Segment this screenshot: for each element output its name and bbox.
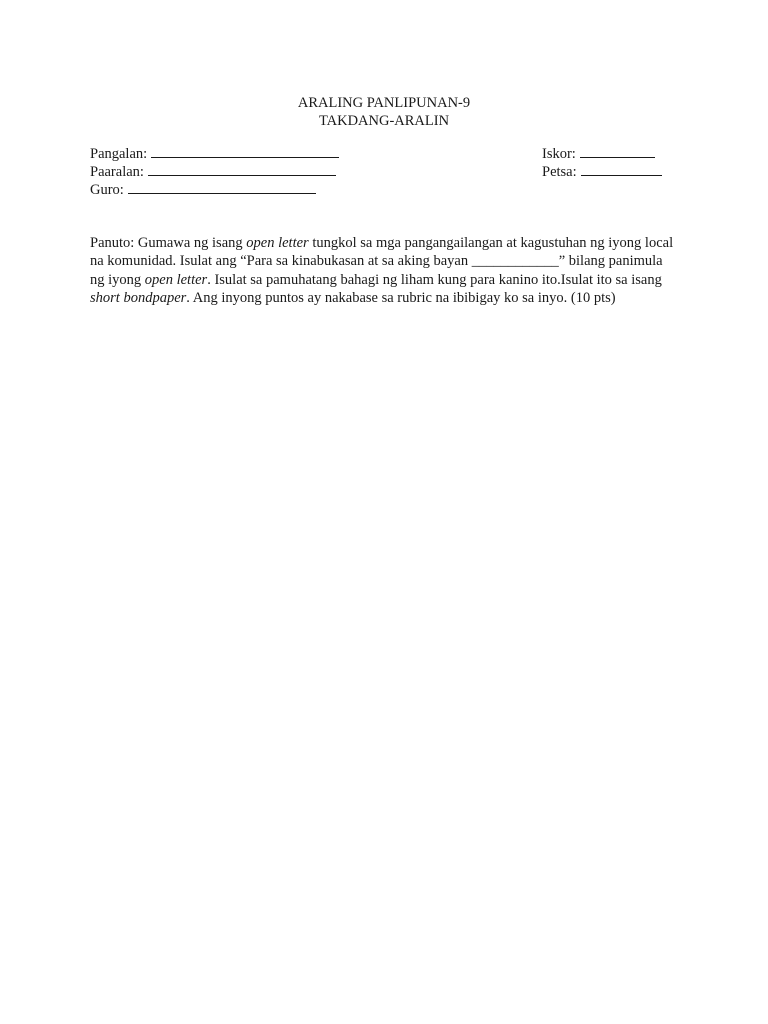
school-label: Paaralan: [90,164,144,180]
teacher-blank[interactable] [128,181,316,194]
score-blank[interactable] [580,145,655,158]
school-field [90,163,336,181]
name-blank[interactable] [151,145,339,158]
teacher-field [90,181,316,199]
title-block [0,94,768,130]
assignment-title: TAKDANG-ARALIN [318,113,450,129]
instructions-emphasis-3: short bondpaper [90,289,187,306]
instructions-emphasis-2: open letter [144,271,208,288]
score-label: Iskor: [542,146,576,162]
instructions-text-4: . Ang inyong puntos ay nakabase sa rubric na ibibigay ko sa inyo. (10 pts) [186,289,616,306]
date-blank[interactable] [581,163,662,176]
instructions-emphasis-1: open letter [246,235,309,251]
score-field [542,145,655,163]
school-blank[interactable] [148,163,336,176]
subject-title: ARALING PANLIPUNAN-9 [297,95,471,111]
date-label: Petsa: [542,164,577,180]
instructions-paragraph [90,234,680,307]
instructions-text-1: Panuto: Gumawa ng isang [90,235,247,251]
name-label: Pangalan: [90,146,148,162]
instructions-text-3: . Isulat sa pamuhatang bahagi ng liham kung para kanino ito.Isulat ito sa isang [207,271,662,288]
date-field [542,163,662,181]
teacher-label: Guro: [90,182,124,198]
instructions-text-2: tungkol sa mga pangangailangan at kagustuhan ng iyong local na komunidad. Isulat ang “Para sa kinabukasan at sa aking bayan ____________” bilang panimula ng iyong [90,235,674,288]
name-field [90,145,339,163]
